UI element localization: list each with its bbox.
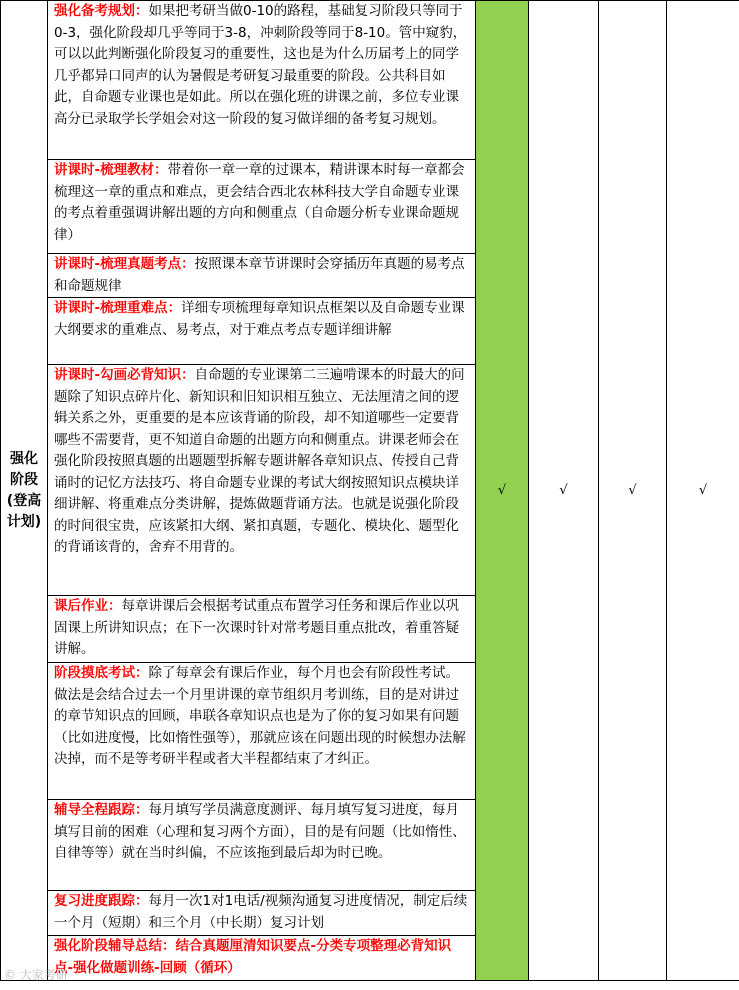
plan-item-body: 详细专项梳理每章知识点框架以及自命题专业课大纲要求的重难点、易考点，对于难点考点专题详细讲解 bbox=[54, 300, 465, 338]
stage-label-line: 强化 bbox=[10, 450, 38, 467]
plan-item-body: 自命题的专业课第二三遍啃课本的时最大的问题除了知识点碎片化、新知识和旧知识相互独立、无法厘清之间的逻辑关系之外，更重要的是本应该背诵的阶段，却不知道哪些一定要背哪些不需要背，更不知道自命题的出题方向和侧重点。讲课老师会在强化阶段按照真题的出题题型拆解专题讲解各章知识点、传授自己背诵时的记忆方法技巧、将自命题专业课的考试大纲按照知识点模块详细讲解、将重难点分类讲解，提炼做题背诵方法。也就是说强化阶段的时间很宝贵，应该紧扣大纲、紧扣真题，专题化、模块化、题型化的背诵该背的，舍弃不用背的。 bbox=[54, 367, 465, 555]
plan-item-heading: 复习进度跟踪： bbox=[54, 893, 149, 909]
plan-item bbox=[48, 160, 476, 254]
plan-item-heading: 讲课时-梳理真题考点： bbox=[54, 256, 195, 272]
watermark: © 大家考研 bbox=[4, 968, 68, 982]
plan-item-body: 每月一次1对1电话/视频沟通复习进度情况，制定后续一个月（短期）和三个月（中长期）复习计划 bbox=[54, 893, 468, 931]
plan-item-heading: 强化备考规划： bbox=[54, 3, 149, 19]
plan-item-body: 每章讲课后会根据考试重点布置学习任务和课后作业以巩固课上所讲知识点；在下一次课时针对常考题目重点批改，着重答疑讲解。 bbox=[54, 598, 459, 657]
plan-item-heading: 讲课时-梳理教材： bbox=[54, 162, 168, 178]
plan-item-heading: 讲课时-梳理重难点： bbox=[54, 300, 182, 316]
plan-item-heading: 课后作业： bbox=[54, 598, 122, 614]
plan-item bbox=[48, 800, 476, 891]
check-cell-3: √ bbox=[599, 1, 667, 981]
plan-item-body: 如果把考研当做0-10的路程，基础复习阶段只等同于0-3，强化阶段却几乎等同于3-8，冲刺阶段等同于8-10。管中窥豹，可以以此判断强化阶段复习的重要性，这也是为什么历届考上的同学几乎都异口同声的认为暑假是考研复习最重要的阶段。公共科目如此，自命题专业课也是如此。所以在强化班的讲课之前，多位专业课高分已录取学长学姐会对这一阶段的复习做详细的备考复习规划。 bbox=[54, 3, 467, 127]
check-cell-4: √ bbox=[667, 1, 739, 981]
check-cell-1: √ bbox=[476, 1, 529, 981]
plan-item-body: 带着你一章一章的过课本，精讲课本时每一章都会梳理这一章的重点和难点，更会结合西北农林科技大学自命题专业课的考点着重强调讲解出题的方向和侧重点（自命题分析专业课命题规律） bbox=[54, 162, 465, 243]
stage-label bbox=[1, 1, 48, 981]
plan-item-body: 每月填写学员满意度测评、每月填写复习进度，每月填写目前的困难（心理和复习两个方面），目的是有问题（比如惰性、自律等等）就在当时纠偏，不应该拖到最后却为时已晚。 bbox=[54, 802, 466, 861]
plan-item-heading: 阶段摸底考试： bbox=[54, 665, 149, 681]
plan-summary: 强化阶段辅导总结：结合真题厘清知识要点-分类专项整理必背知识点-强化做题训练-回顾（循环） bbox=[48, 936, 476, 981]
plan-item bbox=[48, 596, 476, 663]
plan-item bbox=[48, 365, 476, 596]
stage-label-line: (登高 bbox=[6, 492, 42, 509]
plan-item-heading: 讲课时-勾画必背知识： bbox=[54, 367, 195, 383]
check-cell-2: √ bbox=[529, 1, 599, 981]
plan-item-body: 按照课本章节讲课时会穿插历年真题的易考点和命题规律 bbox=[54, 256, 465, 294]
stage-label-line: 计划) bbox=[6, 513, 42, 530]
plan-item bbox=[48, 254, 476, 298]
stage-label-line: 阶段 bbox=[10, 471, 38, 488]
plan-item bbox=[48, 1, 476, 160]
plan-item bbox=[48, 663, 476, 800]
plan-item bbox=[48, 891, 476, 936]
plan-item-heading: 辅导全程跟踪： bbox=[54, 802, 149, 818]
table-row bbox=[1, 1, 739, 160]
plan-item bbox=[48, 298, 476, 365]
plan-item-body: 除了每章会有课后作业，每个月也会有阶段性考试。做法是会结合过去一个月里讲课的章节组织月考训练，目的是对讲过的章节知识点的回顾，串联各章知识点也是为了你的复习如果有问题（比如进度慢，比如惰性强等），那就应该在问题出现的时候想办法解决掉，而不是等考研半程或者大半程都结束了才纠正。 bbox=[54, 665, 466, 767]
